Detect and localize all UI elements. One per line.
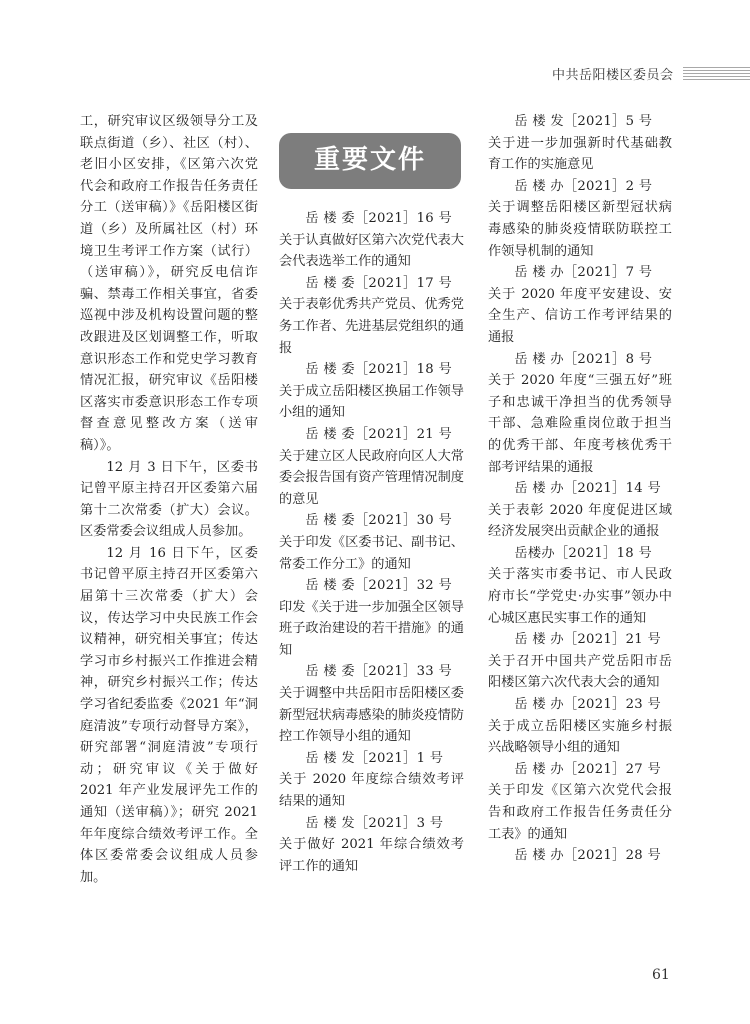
document-title: 关于 2020 年度“三强五好”班子和忠诚干净担当的优秀领导干部、急难险重岗位敢于担当的优秀干部、年度考核优秀干部考评结果的通报	[488, 373, 672, 475]
document-entry	[488, 543, 672, 629]
document-number: 岳 楼 委［2021］21 号	[305, 426, 452, 442]
document-entry	[488, 176, 672, 262]
document-title: 关于表彰优秀共产党员、优秀党务工作者、先进基层党组织的通报	[279, 297, 464, 356]
document-number: 岳 楼 办［2021］23 号	[514, 697, 661, 713]
document-title: 关于召开中国共产党岳阳市岳阳楼区第六次代表大会的通知	[488, 653, 672, 691]
document-number: 岳 楼 办［2021］2 号	[514, 178, 653, 194]
column-3	[488, 111, 672, 867]
document-title: 关于印发《区第六次党代会报告和政府工作报告任务责任分工表》的通知	[488, 783, 672, 842]
document-list	[488, 111, 672, 867]
document-number: 岳 楼 办［2021］28 号	[514, 848, 661, 864]
document-title: 关于认真做好区第六次党代表大会代表选举工作的通知	[279, 232, 464, 270]
document-number: 岳 楼 办［2021］27 号	[514, 761, 661, 777]
document-number: 岳 楼 发［2021］3 号	[305, 815, 444, 831]
document-number: 岳 楼 委［2021］17 号	[305, 275, 452, 291]
document-title: 关于调整中共岳阳市岳阳楼区委新型冠状病毒感染的肺炎疫情防控工作领导小组的通知	[279, 686, 464, 745]
document-entry	[488, 349, 672, 479]
document-entry	[488, 262, 672, 348]
running-header	[0, 64, 750, 86]
section-title: 重要文件	[279, 133, 461, 189]
document-title: 关于落实市委书记、市人民政府市长“学党史·办实事”领办中心城区惠民实事工作的通知	[488, 567, 672, 626]
paragraph: 工，研究审议区级领导分工及联点街道（乡）、社区（村）、老旧小区安排，《区第六次党代会和政府工作报告任务责任分工（送审稿）》《岳阳楼区街道（乡）及所属社区（村）环境卫生考评工作方案（试行）（送审稿）》，研究反电信诈骗、禁毒工作相关事宜，省委巡视中涉及机构设置问题的整改跟进及区划调整工作，听取意识形态工作和党史学习教育情况汇报，研究审议《岳阳楼区落实市委意识形态工作专项督查意见整改方案（送审稿）》。	[80, 114, 258, 453]
document-title: 关于 2020 年度平安建设、安全生产、信访工作考评结果的通报	[488, 286, 672, 345]
column-2	[279, 111, 464, 877]
document-number: 岳 楼 办［2021］8 号	[514, 351, 653, 367]
document-entry	[488, 478, 672, 543]
document-entry	[279, 273, 464, 359]
document-entry	[488, 845, 672, 867]
document-entry	[279, 661, 464, 747]
document-entry	[488, 759, 672, 845]
header-decoration	[683, 67, 750, 82]
document-number: 岳 楼 委［2021］18 号	[305, 362, 452, 378]
document-number: 岳 楼 委［2021］30 号	[305, 513, 452, 529]
document-number: 岳 楼 委［2021］16 号	[305, 211, 452, 226]
document-number: 岳楼办［2021］18 号	[514, 545, 652, 561]
column-1	[80, 111, 258, 888]
document-title: 关于做好 2021 年综合绩效考评工作的通知	[279, 837, 464, 874]
document-entry	[279, 424, 464, 510]
document-list	[279, 208, 464, 877]
document-entry	[279, 748, 464, 813]
document-entry	[488, 629, 672, 694]
document-title: 关于进一步加强新时代基础教育工作的实施意见	[488, 135, 672, 173]
document-number: 岳 楼 办［2021］7 号	[514, 265, 653, 281]
document-title: 关于印发《区委书记、副书记、常委工作分工》的通知	[279, 534, 464, 572]
document-number: 岳 楼 办［2021］21 号	[514, 632, 661, 648]
paragraph: 12 月 16 日下午，区委书记曾平原主持召开区委第六届第十三次常委（扩大）会议，传达学习中央民族工作会议精神，研究相关事宜；传达学习市乡村振兴工作推进会精神，研究乡村振兴工作；传达学习省纪委监委《2021 年“洞庭清波”专项行动督导方案》，研究部署“洞庭清波”专项行动；研究审议《关于做好 2021 年产业发展评先工作的通知（送审稿）》；研究 2021 年年度综合绩效考评工作。全体区委常委会议组成人员参加。	[80, 545, 258, 885]
document-entry	[488, 694, 672, 759]
document-entry	[279, 575, 464, 661]
running-header-title: 中共岳阳楼区委员会	[552, 68, 674, 83]
document-title: 关于成立岳阳楼区换届工作领导小组的通知	[279, 383, 464, 421]
document-title: 关于建立区人民政府向区人大常委会报告国有资产管理情况制度的意见	[279, 448, 464, 507]
document-entry	[279, 359, 464, 424]
document-entry	[279, 813, 464, 878]
document-title: 关于 2020 年度综合绩效考评结果的通知	[279, 772, 464, 810]
document-title: 印发《关于进一步加强全区领导班子政治建设的若干措施》的通知	[279, 599, 464, 658]
document-title: 关于调整岳阳楼区新型冠状病毒感染的肺炎疫情联防联控工作领导机制的通知	[488, 200, 672, 259]
document-number: 岳 楼 发［2021］5 号	[514, 114, 653, 129]
page-number: 61	[652, 967, 670, 983]
document-title: 关于表彰 2020 年度促进区域经济发展突出贡献企业的通报	[488, 502, 672, 540]
document-number: 岳 楼 委［2021］33 号	[305, 664, 452, 680]
document-entry	[279, 208, 464, 273]
document-entry	[488, 111, 672, 176]
paragraph: 12 月 3 日下午，区委书记曾平原主持召开区委第六届第十二次常委（扩大）会议。区委常委会议组成人员参加。	[80, 459, 258, 540]
document-entry	[279, 510, 464, 575]
document-number: 岳 楼 办［2021］14 号	[514, 481, 661, 497]
document-title: 关于成立岳阳楼区实施乡村振兴战略领导小组的通知	[488, 718, 672, 756]
document-number: 岳 楼 发［2021］1 号	[305, 750, 444, 766]
document-number: 岳 楼 委［2021］32 号	[305, 578, 452, 594]
